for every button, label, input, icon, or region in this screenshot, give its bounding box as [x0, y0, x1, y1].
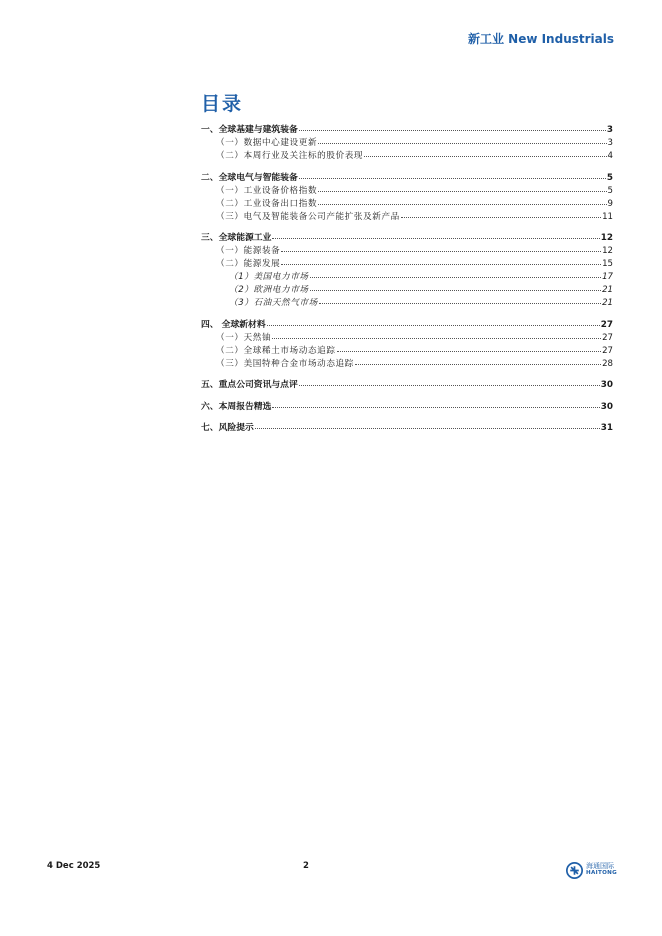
- toc-entry-label: 五、重点公司资讯与点评: [201, 380, 298, 390]
- haitong-logo: [566, 860, 617, 880]
- haitong-logo-icon: [566, 862, 583, 879]
- toc-entry-label: （三）电气及智能装备公司产能扩张及新产品: [216, 211, 400, 222]
- toc-dot-leader: [281, 256, 601, 265]
- toc-entry-label: 四、 全球新材料: [201, 319, 266, 330]
- toc-entry[interactable]: [201, 149, 613, 162]
- toc-dot-leader: [364, 148, 606, 157]
- toc-dot-leader: [272, 230, 599, 239]
- footer-page-number: 2: [303, 861, 309, 871]
- toc-entry-label: 三、全球能源工业: [201, 233, 272, 243]
- toc-entry-page: 4: [607, 151, 613, 161]
- toc-entry-page: 21: [602, 298, 613, 308]
- toc-dot-leader: [299, 377, 600, 386]
- toc-dot-leader: [355, 356, 601, 365]
- toc-entry[interactable]: [201, 421, 613, 434]
- toc-entry-page: 27: [602, 345, 613, 356]
- toc-entry[interactable]: [201, 296, 613, 309]
- toc-entry-label: （二）工业设备出口指数: [216, 198, 318, 209]
- header-brand: 新工业 New Industrials: [467, 32, 614, 46]
- toc-dot-leader: [272, 330, 601, 339]
- toc-dot-leader: [318, 196, 606, 205]
- page-title: 目录: [201, 93, 244, 115]
- toc-entry-label: （3）石油天然气市场: [229, 298, 318, 308]
- toc-entry-page: 31: [600, 423, 613, 433]
- logo-chinese-text: 海通国际: [586, 862, 614, 871]
- toc-entry-label: （二）能源发展: [216, 259, 281, 269]
- logo-english-text: HAITONG: [586, 870, 618, 877]
- toc-dot-leader: [255, 420, 600, 429]
- toc-dot-leader: [318, 183, 606, 192]
- toc-entry-page: 11: [602, 211, 613, 222]
- toc-entry-label: （一）工业设备价格指数: [216, 185, 318, 196]
- toc-dot-leader: [310, 269, 601, 278]
- toc-entry-label: （1）美国电力市场: [229, 272, 309, 282]
- toc-dot-leader: [299, 122, 606, 131]
- toc-entry-page: 21: [602, 285, 613, 295]
- toc-dot-leader: [318, 135, 606, 144]
- toc-entry[interactable]: [201, 210, 613, 223]
- table-of-contents: [201, 123, 613, 434]
- toc-entry-page: 15: [602, 259, 613, 269]
- toc-entry-page: 5: [606, 172, 613, 183]
- toc-entry-page: 9: [607, 198, 613, 209]
- toc-entry-label: （二）本周行业及关注标的股价表现: [216, 151, 364, 161]
- toc-entry-label: 六、本周报告精选: [201, 401, 272, 412]
- toc-dot-leader: [267, 317, 600, 326]
- footer-date: 4 Dec 2025: [47, 861, 101, 871]
- toc-entry-label: 二、全球电气与智能装备: [201, 172, 298, 183]
- toc-entry-page: 12: [600, 233, 613, 243]
- toc-entry-label: （一）数据中心建设更新: [216, 138, 318, 148]
- toc-entry-label: 一、全球基建与建筑装备: [201, 125, 298, 135]
- toc-entry-page: 5: [607, 185, 613, 196]
- toc-entry-page: 17: [602, 272, 613, 282]
- toc-entry-page: 30: [600, 401, 613, 412]
- toc-dot-leader: [319, 295, 601, 304]
- toc-entry-label: （三）美国特种合金市场动态追踪: [216, 358, 354, 369]
- toc-entry-label: （2）欧洲电力市场: [229, 285, 309, 295]
- toc-entry-page: 30: [600, 380, 613, 390]
- toc-entry-page: 12: [602, 246, 613, 256]
- toc-entry[interactable]: [201, 357, 613, 370]
- toc-dot-leader: [299, 170, 606, 179]
- toc-entry-label: （一）能源装备: [216, 246, 281, 256]
- toc-entry-page: 28: [602, 358, 613, 369]
- toc-entry-label: （二）全球稀土市场动态追踪: [216, 345, 336, 356]
- toc-entry-page: 27: [600, 319, 613, 330]
- toc-entry-page: 3: [607, 138, 613, 148]
- toc-entry-label: （一）天然铀: [216, 332, 272, 343]
- toc-entry-label: 七、风险提示: [201, 423, 254, 433]
- toc-dot-leader: [281, 243, 601, 252]
- toc-entry-page: 3: [606, 125, 613, 135]
- toc-dot-leader: [337, 343, 602, 352]
- toc-entry-page: 27: [602, 332, 613, 343]
- toc-entry[interactable]: [201, 378, 613, 391]
- toc-dot-leader: [272, 399, 599, 408]
- toc-dot-leader: [401, 209, 601, 218]
- toc-dot-leader: [310, 282, 601, 291]
- toc-entry[interactable]: [201, 400, 613, 413]
